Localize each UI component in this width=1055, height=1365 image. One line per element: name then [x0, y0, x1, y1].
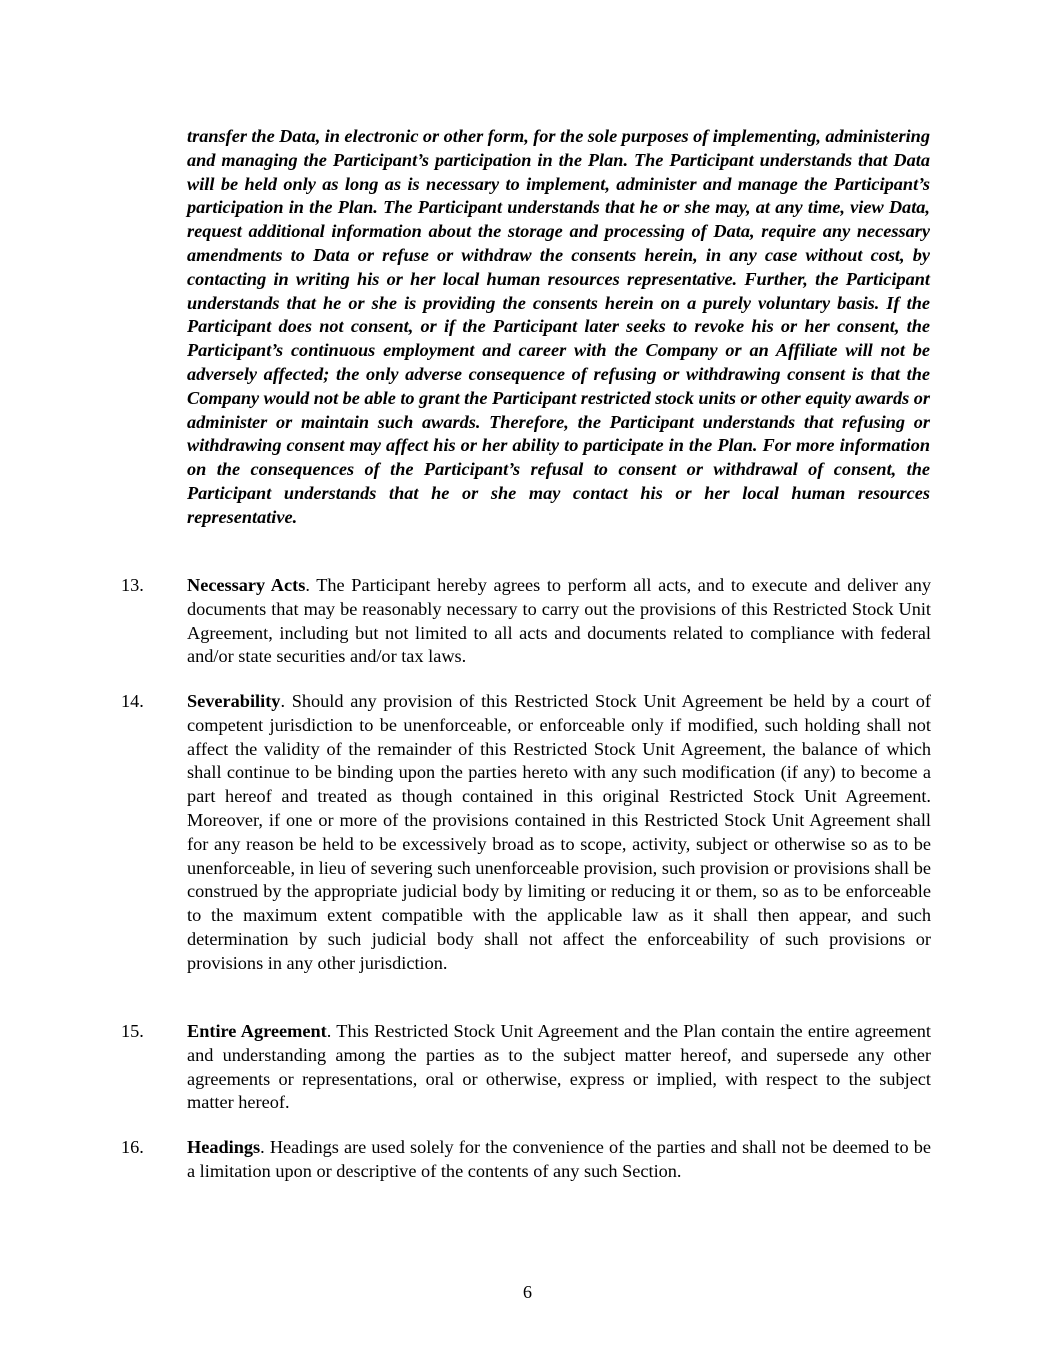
section-number: 15.	[121, 1021, 144, 1041]
section-heading: Entire Agreement	[187, 1021, 327, 1041]
page-number: 6	[522, 1282, 533, 1302]
section-heading: Headings	[187, 1137, 261, 1157]
section-16-headings	[121, 1136, 931, 1184]
section-13-necessary-acts	[121, 574, 931, 669]
section-text: . Should any provision of this Restricted Stock Unit Agreement be held by a court of competent jurisdiction to be unenforceable, or enforceable only if modified, such holding shall not affect the validity of the remainder of this Restricted Stock Unit Agreement, the balance of which shall continue to be binding upon the parties hereto with any such modification (if any) to become a part hereof and treated as though contained in this original Restricted Stock Unit Agreement. Moreover, if one or more of the provisions contained in this Restricted Stock Unit Agreement shall for any reason be held to be excessively broad as to scope, activity, subject or otherwise so as to be unenforceable, in lieu of severing such unenforceable provision, such provision or provisions shall be construed by the appropriate judicial body by limiting or reducing it or them, so as to be enforceable to the maximum extent compatible with the applicable law as it shall then appear, and such determination by such judicial body shall not affect the enforceability of such provisions or provisions in any other jurisdiction.	[187, 691, 931, 973]
section-number: 14.	[121, 691, 144, 711]
section-heading: Necessary Acts	[187, 575, 306, 595]
section-heading: Severability	[187, 691, 281, 711]
section-text: . The Participant hereby agrees to perform all acts, and to execute and deliver any documents that may be reasonably necessary to carry out the provisions of this Restricted Stock Unit Agreement, including but not limited to all acts and documents related to compliance with federal and/or state securities and/or tax laws.	[187, 575, 931, 667]
section-body	[187, 1020, 931, 1115]
section-body	[187, 574, 931, 669]
section-15-entire-agreement	[121, 1020, 931, 1115]
section-body	[187, 1136, 931, 1184]
section-number: 13.	[121, 575, 144, 595]
section-number: 16.	[121, 1137, 144, 1157]
data-privacy-continuation-paragraph: transfer the Data, in electronic or other form, for the sole purposes of implementing, administering and managing the Participant’s participation in the Plan. The Participant understands that Data will be held only as long as is necessary to implement, administer and manage the Participant’s participation in the Plan. The Participant understands that he or she may, at any time, view Data, request additional information about the storage and processing of Data, require any necessary amendments to Data or refuse or withdraw the consents herein, in any case without cost, by contacting in writing his or her local human resources representative. Further, the Participant understands that he or she is providing the consents herein on a purely voluntary basis. If the Participant does not consent, or if the Participant later seeks to revoke his or her consent, the Participant’s continuous employment and career with the Company or an Affiliate will not be adversely affected; the only adverse consequence of refusing or withdrawing consent is that the Company would not be able to grant the Participant restricted stock units or other equity awards or administer or maintain such awards. Therefore, the Participant understands that refusing or withdrawing consent may affect his or her ability to participate in the Plan. For more information on the consequences of the Participant’s refusal to consent or withdrawal of consent, the Participant understands that he or she may contact his or her local human resources representative.	[187, 126, 930, 527]
section-14-severability	[121, 690, 931, 976]
section-text: . Headings are used solely for the convenience of the parties and shall not be deemed to be a limitation upon or descriptive of the contents of any such Section.	[187, 1137, 931, 1181]
section-body	[187, 690, 931, 976]
section-text: . This Restricted Stock Unit Agreement and the Plan contain the entire agreement and understanding among the parties as to the subject matter hereof, and supersede any other agreements or representations, oral or otherwise, express or implied, with respect to the subject matter hereof.	[187, 1021, 931, 1113]
